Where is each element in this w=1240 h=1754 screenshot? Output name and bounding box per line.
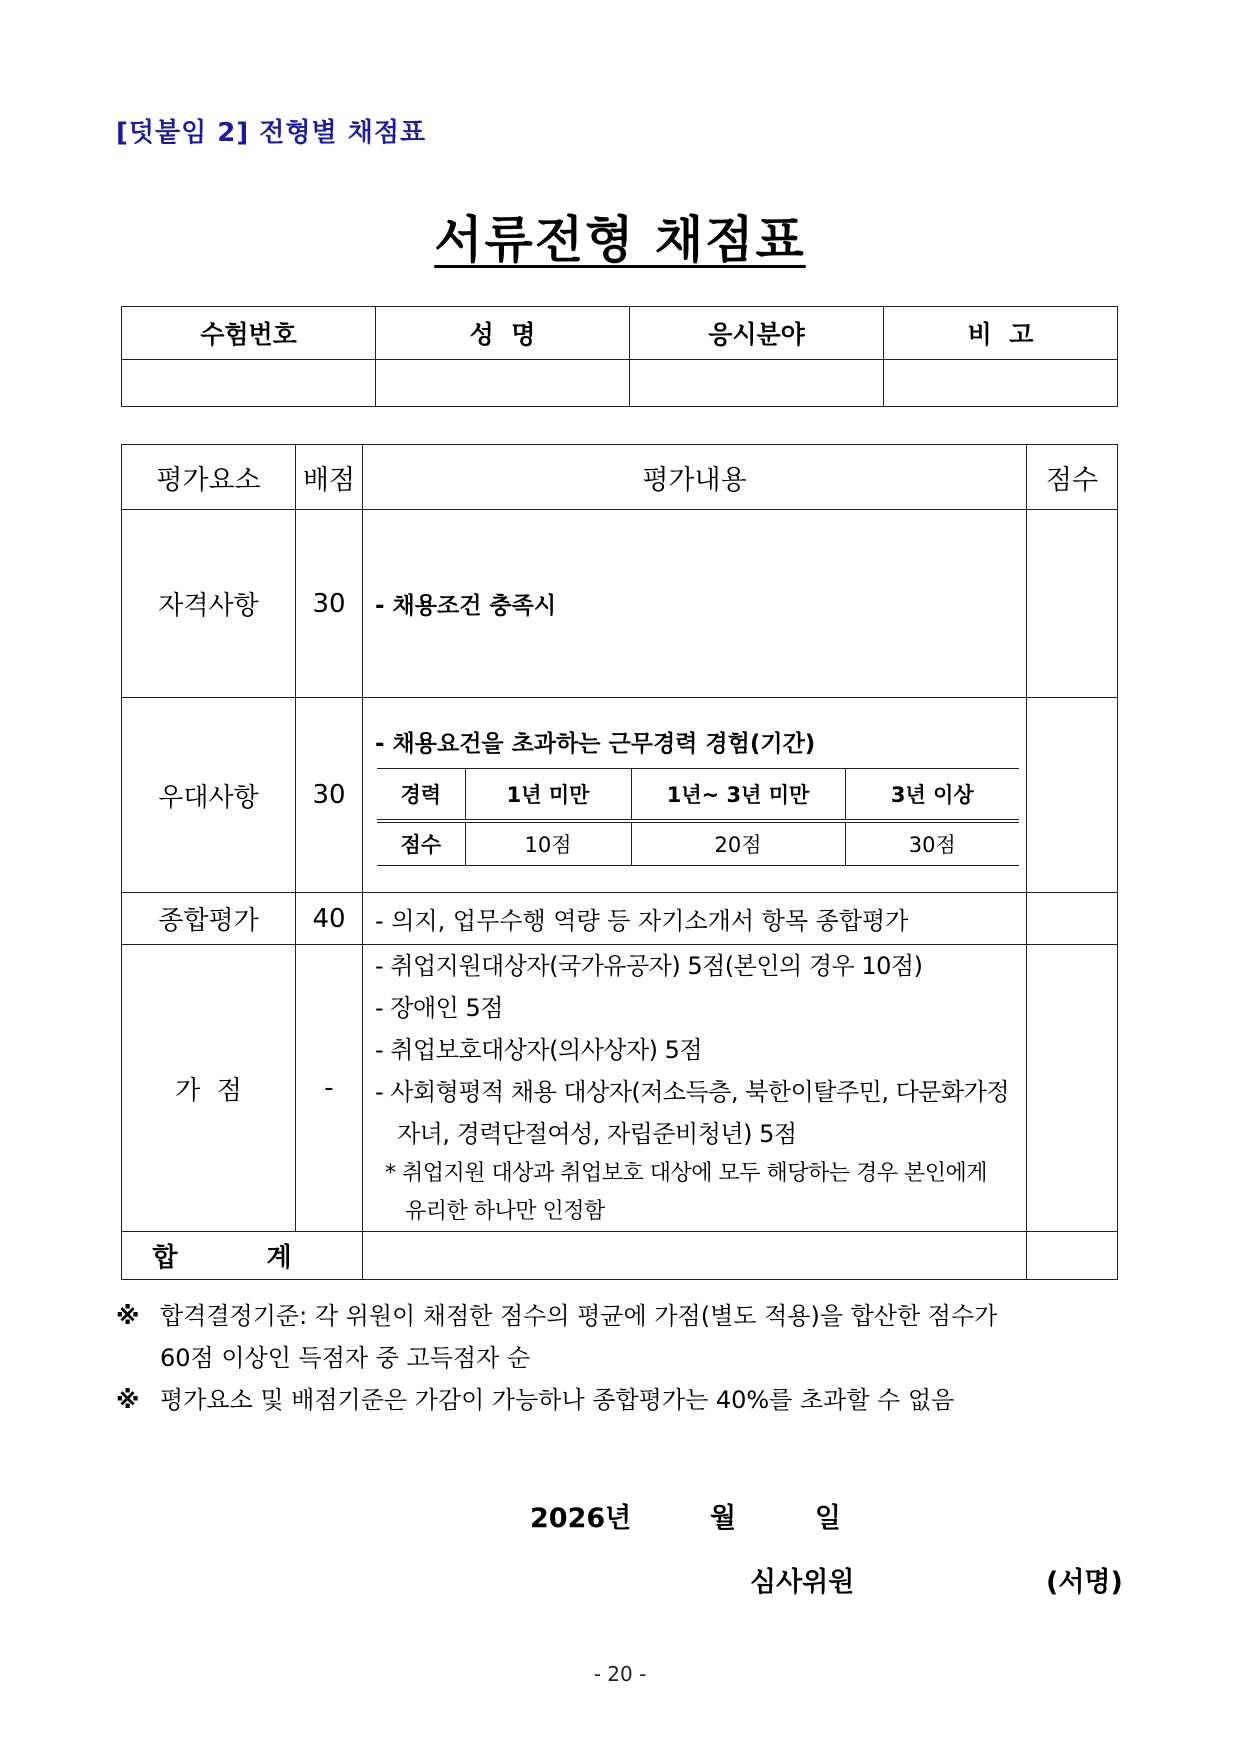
note-continuation: 60점 이상인 득점자 중 고득점자 순 <box>160 1344 531 1372</box>
content-line: 자녀, 경력단절여성, 자립준비청년) 5점 <box>397 1120 797 1148</box>
element-preference: 우대사항 <box>122 698 296 893</box>
scoring-header-row <box>122 445 1118 510</box>
exam-number-cell[interactable] <box>122 360 376 407</box>
header-points: 배점 <box>296 445 363 510</box>
subtable-cell: 점수 <box>377 821 465 866</box>
content-note: 유리한 하나만 인정함 <box>405 1199 605 1224</box>
name-cell[interactable] <box>376 360 630 407</box>
content-line: - 취업보호대상자(의사상자) 5점 <box>375 1036 703 1064</box>
content-note: * 취업지원 대상과 취업보호 대상에 모두 해당하는 경우 본인에게 <box>385 1161 987 1186</box>
content-line: - 채용조건 충족시 <box>375 593 557 619</box>
subtable-cell: 30점 <box>845 821 1019 866</box>
element-qualification: 자격사항 <box>122 510 296 698</box>
content-qualification <box>363 510 1027 698</box>
subtable-cell: 10점 <box>465 821 631 866</box>
page-number: - 20 - <box>593 1662 647 1686</box>
document-title-wrapper <box>0 200 1240 272</box>
row-qualification <box>122 510 1118 698</box>
note-item <box>116 1296 1116 1336</box>
subtable-cell: 20점 <box>631 821 845 866</box>
note-mark: ※ <box>116 1386 140 1414</box>
date-line: 2026년 월 일 <box>530 1503 841 1534</box>
info-value-row <box>122 360 1118 407</box>
content-line: - 취업지원대상자(국가유공자) 5점(본인의 경우 10점) <box>375 952 923 980</box>
score-qualification-cell[interactable] <box>1027 510 1118 698</box>
points-preference: 30 <box>296 698 363 893</box>
header-content: 평가내용 <box>363 445 1027 510</box>
notes-section <box>116 1296 1116 1422</box>
row-overall <box>122 893 1118 945</box>
remarks-cell[interactable] <box>884 360 1118 407</box>
row-preference <box>122 698 1118 893</box>
subtable-header-cell: 1년 미만 <box>465 768 631 821</box>
subtable-score-row <box>377 821 1019 866</box>
total-score-cell[interactable] <box>1027 1232 1118 1280</box>
points-qualification: 30 <box>296 510 363 698</box>
scoring-table <box>121 444 1118 1280</box>
document-title: 서류전형 채점표 <box>434 211 806 269</box>
content-line: - 사회형평적 채용 대상자(저소득층, 북한이탈주민, 다문화가정 <box>375 1078 1010 1106</box>
attachment-label: [덧붙임 2] 전형별 채점표 <box>116 118 427 148</box>
header-remarks: 비 고 <box>884 307 1118 360</box>
note-mark: ※ <box>116 1302 140 1330</box>
content-line: - 의지, 업무수행 역량 등 자기소개서 항목 종합평가 <box>375 907 909 935</box>
header-name: 성 명 <box>376 307 630 360</box>
note-item <box>116 1380 1116 1420</box>
applicant-info-table <box>121 306 1118 407</box>
content-bonus <box>363 945 1027 1232</box>
content-overall <box>363 893 1027 945</box>
subtable-header-cell: 경력 <box>377 768 465 821</box>
row-total <box>122 1232 1118 1280</box>
content-line: - 채용요건을 초과하는 근무경력 경험(기간) <box>375 730 816 757</box>
subtable-header-row <box>377 768 1019 821</box>
header-field: 응시분야 <box>630 307 884 360</box>
header-exam-number: 수험번호 <box>122 307 376 360</box>
points-bonus: - <box>296 945 363 1232</box>
score-preference-cell[interactable] <box>1027 698 1118 893</box>
header-element: 평가요소 <box>122 445 296 510</box>
info-header-row <box>122 307 1118 360</box>
element-bonus: 가 점 <box>122 945 296 1232</box>
note-text: 평가요소 및 배점기준은 가감이 가능하나 종합평가는 40%를 초과할 수 없음 <box>160 1386 955 1414</box>
experience-score-subtable <box>377 768 1019 866</box>
signature-label: (서명) <box>1046 1567 1123 1598</box>
field-cell[interactable] <box>630 360 884 407</box>
score-overall-cell[interactable] <box>1027 893 1118 945</box>
content-line: - 장애인 5점 <box>375 994 503 1022</box>
signer-label: 심사위원 <box>750 1567 855 1598</box>
content-preference <box>363 698 1027 893</box>
total-label: 합 계 <box>122 1232 363 1280</box>
score-bonus-cell[interactable] <box>1027 945 1118 1232</box>
note-text: 합격결정기준: 각 위원이 채점한 점수의 평균에 가점(별도 적용)을 합산한 점수가 <box>160 1302 998 1330</box>
points-overall: 40 <box>296 893 363 945</box>
header-score: 점수 <box>1027 445 1118 510</box>
element-overall: 종합평가 <box>122 893 296 945</box>
subtable-header-cell: 3년 이상 <box>845 768 1019 821</box>
total-content-cell[interactable] <box>363 1232 1027 1280</box>
subtable-header-cell: 1년~ 3년 미만 <box>631 768 845 821</box>
row-bonus <box>122 945 1118 1232</box>
